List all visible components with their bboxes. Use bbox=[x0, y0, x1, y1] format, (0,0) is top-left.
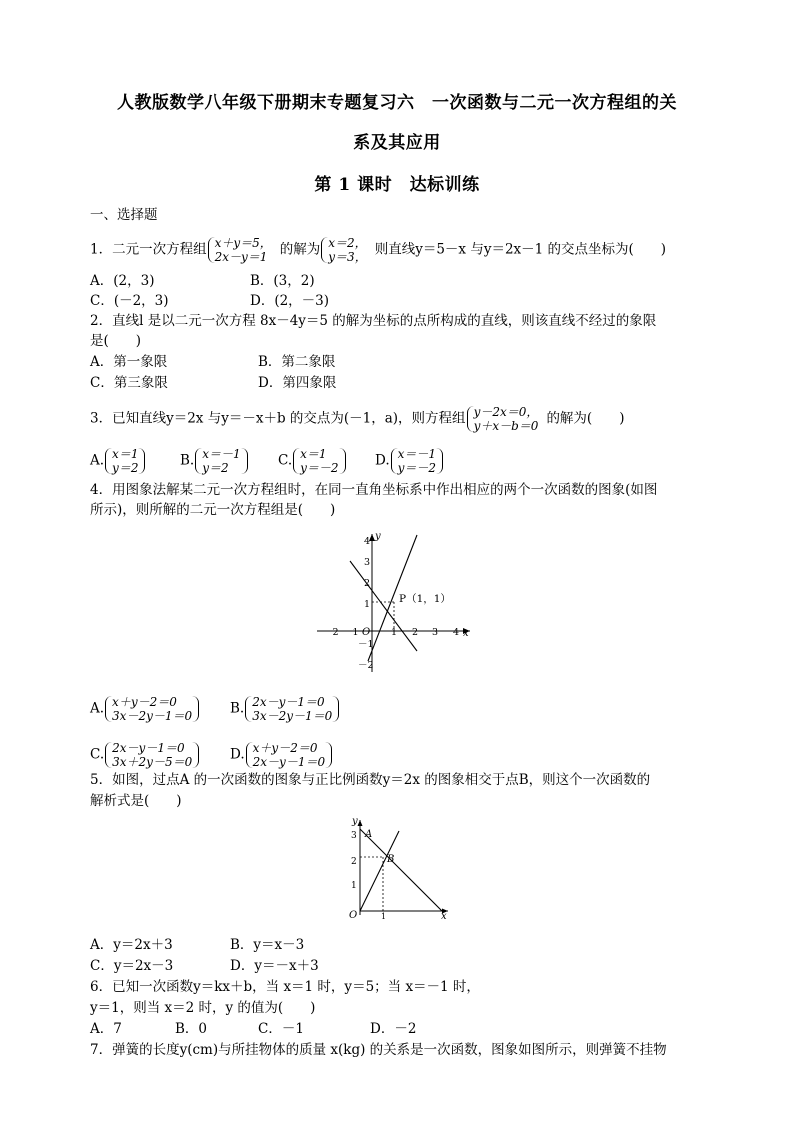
q5-option-c[interactable]: C．y＝2x－3 bbox=[90, 958, 174, 974]
q6-option-a[interactable]: A．7 bbox=[90, 1021, 122, 1037]
q4-xtick-neg2: －2 bbox=[323, 627, 339, 638]
q1-post: 则直线y＝5－x 与y＝2x－1 的交点坐标为( ) bbox=[374, 241, 667, 258]
q1-option-a[interactable]: A．(2，3) bbox=[90, 273, 155, 289]
q3-d-system bbox=[390, 447, 444, 475]
q4-b-row2: 3x－2y－1＝0 bbox=[252, 709, 333, 723]
q6-option-d[interactable]: D．－2 bbox=[370, 1021, 417, 1037]
q3-c-system bbox=[292, 447, 346, 475]
q4-graph bbox=[315, 528, 480, 676]
q1-system-b bbox=[320, 236, 374, 264]
q3-c-row2: y＝－2 bbox=[300, 461, 339, 475]
q3-d-label: D. bbox=[375, 452, 390, 469]
q5-graph bbox=[340, 815, 455, 920]
q4-option-d[interactable] bbox=[230, 741, 333, 769]
q3-option-b[interactable] bbox=[180, 447, 249, 475]
q4-ytick-1: 1 bbox=[364, 599, 371, 610]
subtitle: 第 1 课时 达标训练 bbox=[314, 175, 480, 195]
q1-option-d[interactable]: D．(2，－3) bbox=[250, 293, 330, 309]
q3-a-row1: x＝1 bbox=[112, 447, 139, 461]
question-4-line-1: 4．用图象法解某二元一次方程组时，在同一直角坐标系中作出相应的两个一次函数的图象(如图 bbox=[90, 482, 658, 498]
q3-option-a[interactable] bbox=[90, 447, 146, 475]
q4-x-axis-label: x bbox=[463, 628, 469, 639]
q1-system-a bbox=[207, 236, 280, 264]
q2-option-d[interactable]: D．第四象限 bbox=[258, 375, 337, 391]
q2-option-c[interactable]: C．第三象限 bbox=[90, 375, 168, 391]
q4-d-row1: x＋y－2＝0 bbox=[252, 741, 318, 755]
q2-option-b[interactable]: B．第二象限 bbox=[258, 354, 336, 370]
q1-option-c[interactable]: C．(－2，3) bbox=[90, 293, 169, 309]
question-5-line-2: 解析式是( ) bbox=[90, 793, 182, 809]
q4-c-row2: 3x＋2y－5＝0 bbox=[112, 755, 193, 769]
q6-option-b[interactable]: B．0 bbox=[175, 1021, 208, 1037]
q4-xtick-2: 2 bbox=[412, 627, 419, 638]
q4-point-label: P（1，1） bbox=[399, 593, 451, 605]
question-7-line-1: 7．弹簧的长度y(cm)与所挂物体的质量 x(kg) 的关系是一次函数，图象如图所示，则弹簧不挂物 bbox=[90, 1042, 667, 1058]
question-1-stem bbox=[90, 236, 666, 264]
q2-option-a[interactable]: A．第一象限 bbox=[90, 354, 168, 370]
q3-system bbox=[466, 405, 547, 433]
q3-d-row1: x＝－1 bbox=[397, 447, 437, 461]
q4-c-label: C. bbox=[90, 746, 105, 763]
q3-a-system bbox=[104, 447, 146, 475]
question-5-line-1: 5．如图，过点A 的一次函数的图象与正比例函数y＝2x 的图象相交于点B，则这个一次函数的 bbox=[90, 772, 651, 788]
q5-origin: O bbox=[349, 910, 358, 920]
question-6-line-2: y＝1，则当 x＝2 时，y 的值为( ) bbox=[90, 1000, 316, 1016]
q4-a-system bbox=[104, 695, 200, 723]
q4-c-row1: 2x－y－1＝0 bbox=[112, 741, 185, 755]
q4-ytick-4: 4 bbox=[364, 536, 371, 547]
q4-ytick-neg1: －1 bbox=[358, 639, 374, 650]
title-line-2: 系及其应用 bbox=[353, 133, 441, 153]
q4-a-label: A. bbox=[90, 700, 105, 717]
q4-xtick-4: 4 bbox=[453, 627, 460, 638]
q1-option-b[interactable]: B．(3，2) bbox=[250, 273, 315, 289]
q4-origin: O bbox=[362, 627, 371, 638]
q4-b-label: B. bbox=[230, 700, 245, 717]
question-3-stem bbox=[90, 405, 624, 433]
q1-sys-b-row2: y＝3， bbox=[328, 250, 367, 264]
q1-sys-a-row2: 2x－y＝1 bbox=[214, 250, 268, 264]
q3-b-row1: x＝－1 bbox=[202, 447, 241, 461]
q5-x-axis-label: x bbox=[441, 911, 447, 920]
q4-xtick-3: 3 bbox=[432, 627, 439, 638]
q3-b-system bbox=[194, 447, 248, 475]
q4-option-b[interactable] bbox=[230, 695, 340, 723]
q4-a-row1: x＋y－2＝0 bbox=[112, 695, 177, 709]
q4-d-row2: 2x－y－1＝0 bbox=[252, 755, 326, 769]
q4-ytick-neg2: －2 bbox=[358, 660, 374, 671]
q1-sys-a-row1: x＋y＝5， bbox=[214, 236, 272, 250]
q5-ytick-2: 2 bbox=[351, 857, 357, 867]
q5-option-a[interactable]: A．y＝2x＋3 bbox=[90, 937, 173, 953]
section-heading: 一、选择题 bbox=[90, 207, 158, 223]
q1-sys-b-row1: x＝2， bbox=[328, 236, 367, 250]
q3-option-d[interactable] bbox=[375, 447, 444, 475]
title-line-1: 人教版数学八年级下册期末专题复习六 一次函数与二元一次方程组的关 bbox=[117, 93, 677, 113]
q1-pre: 1．二元一次方程组 bbox=[90, 241, 207, 258]
q3-d-row2: y＝－2 bbox=[397, 461, 437, 475]
q3-option-c[interactable] bbox=[278, 447, 347, 475]
q3-a-label: A. bbox=[90, 452, 105, 469]
q4-option-a[interactable] bbox=[90, 695, 200, 723]
question-2-line-1: 2．直线l 是以二元一次方程 8x－4y＝5 的解为坐标的点所构成的直线，则该直线不经过的象限 bbox=[90, 313, 657, 329]
q3-c-row1: x＝1 bbox=[300, 447, 327, 461]
q4-c-system bbox=[104, 741, 200, 769]
q5-xtick-1: 1 bbox=[381, 912, 387, 920]
q3-a-row2: y＝2 bbox=[112, 461, 139, 475]
q4-a-row2: 3x－2y－1＝0 bbox=[112, 709, 193, 723]
q3-post: 的解为( ) bbox=[546, 410, 625, 427]
q5-ytick-3: 3 bbox=[351, 831, 357, 841]
q4-y-axis-label: y bbox=[375, 531, 381, 542]
q5-ytick-1: 1 bbox=[351, 881, 357, 891]
question-6-line-1: 6．已知一次函数y＝kx＋b，当 x＝1 时，y＝5；当 x＝－1 时， bbox=[90, 979, 480, 995]
q3-b-row2: y＝2 bbox=[202, 461, 229, 475]
q4-d-label: D. bbox=[230, 746, 245, 763]
q4-d-system bbox=[245, 741, 333, 769]
question-4-line-2: 所示)，则所解的二元一次方程组是( ) bbox=[90, 502, 336, 518]
q4-option-c[interactable] bbox=[90, 741, 200, 769]
q5-point-a: A bbox=[365, 829, 373, 840]
q4-xtick-neg1: －1 bbox=[343, 627, 359, 638]
q3-c-label: C. bbox=[278, 452, 293, 469]
q3-sys-row2: y＋x－b＝0 bbox=[473, 419, 539, 433]
question-2-line-2: 是( ) bbox=[90, 333, 142, 349]
q3-sys-row1: y－2x＝0， bbox=[473, 405, 539, 419]
q4-ytick-3: 3 bbox=[364, 557, 371, 568]
q4-ytick-2: 2 bbox=[364, 578, 371, 589]
q1-mid: 的解为 bbox=[279, 241, 321, 258]
q6-option-c[interactable]: C．－1 bbox=[258, 1021, 304, 1037]
q3-pre: 3．已知直线y＝2x 与y＝－x＋b 的交点为(－1，a)，则方程组 bbox=[90, 410, 466, 427]
q5-option-d[interactable]: D．y＝－x＋3 bbox=[230, 958, 319, 974]
q3-b-label: B. bbox=[180, 452, 195, 469]
q5-point-b: B bbox=[387, 854, 395, 865]
q4-xtick-1: 1 bbox=[391, 627, 398, 638]
q4-b-row1: 2x－y－1＝0 bbox=[252, 695, 325, 709]
q5-option-b[interactable]: B．y＝x－3 bbox=[230, 937, 305, 953]
q5-y-axis-label: y bbox=[352, 816, 358, 827]
q4-b-system bbox=[244, 695, 340, 723]
